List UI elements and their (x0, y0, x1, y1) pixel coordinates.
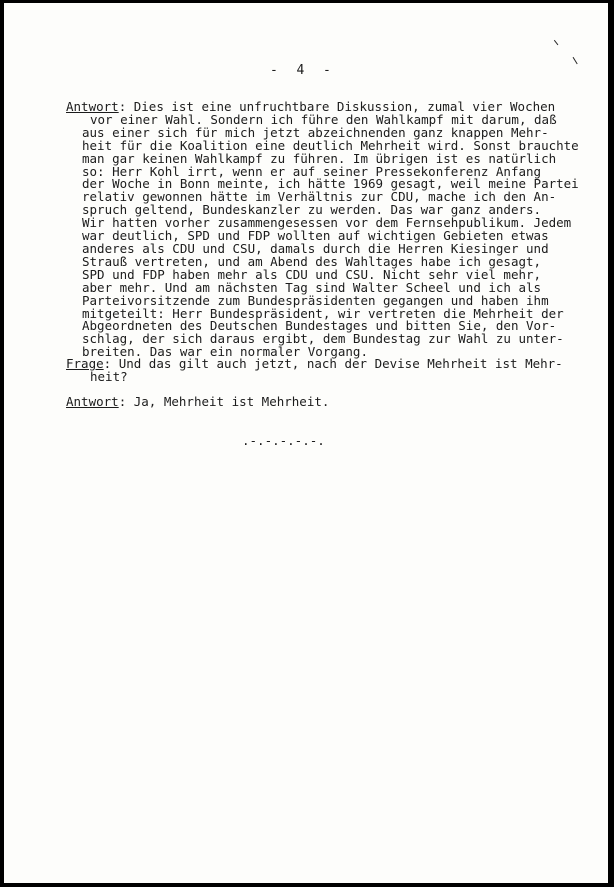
text-line: Strauß vertreten, und am Abend des Wahltages habe ich gesagt, (82, 253, 542, 269)
text-line: vor einer Wahl. Sondern ich führe den Wahlkampf mit darum, daß (90, 111, 557, 127)
text-line: mitgeteilt: Herr Bundespräsident, wir vertreten die Mehrheit der (82, 305, 564, 321)
text-line: relativ gewonnen hätte im Verhältnis zur CDU, mache ich den An- (82, 189, 557, 205)
text-line: heit? (90, 368, 128, 384)
scan-artifact (572, 57, 577, 64)
page-number: - 4 - (270, 63, 332, 78)
text-line: man gar keinen Wahlkampf zu führen. Im übrigen ist es natürlich (82, 150, 557, 166)
text-line: heit für die Koalition eine deutlich Mehrheit wird. Sonst brauchte (82, 137, 579, 153)
text-line: Abgeordneten des Deutschen Bundestages und bitten Sie, den Vor- (82, 318, 557, 334)
text-line: : Dies ist eine unfruchtbare Diskussion, zumal vier Wochen (118, 99, 556, 114)
answer-paragraph-2 (66, 396, 329, 409)
text-line: breiten. Das war ein normaler Vorgang. (82, 344, 368, 360)
text-line: Wir hatten vorher zusammengesessen vor dem Fernsehpublikum. Jedem (82, 215, 572, 231)
speaker-label: Antwort (66, 99, 119, 114)
speaker-label: Frage (66, 356, 104, 371)
text-line: SPD und FDP haben mehr als CDU und CSU. Nicht sehr viel mehr, (82, 266, 542, 282)
text-line: aus einer sich für mich jetzt abzeichnenden ganz knappen Mehr- (82, 124, 549, 140)
text-line: der Woche in Bonn meinte, ich hätte 1969 gesagt, weil meine Partei (82, 176, 579, 192)
text-line: : Und das gilt auch jetzt, nach der Devise Mehrheit ist Mehr- (103, 356, 563, 371)
text-line: spruch geltend, Bundeskanzler zu werden. Das war ganz anders. (82, 202, 542, 218)
text-line: anderes als CDU und CSU, damals durch die Herren Kiesinger und (82, 240, 549, 256)
answer-paragraph-1 (66, 101, 579, 359)
text-line: so: Herr Kohl irrt, wenn er auf seiner Pressekonferenz Anfang (82, 163, 542, 179)
scan-artifact (554, 40, 559, 46)
question-paragraph (66, 358, 563, 384)
text-line: : Ja, Mehrheit ist Mehrheit. (118, 394, 330, 409)
text-line: schlag, der sich daraus ergibt, dem Bundestag zur Wahl zu unter- (82, 331, 564, 347)
text-line: Parteivorsitzende zum Bundespräsidenten gegangen und haben ihm (82, 292, 549, 308)
text-line: aber mehr. Und am nächsten Tag sind Walter Scheel und ich als (82, 279, 542, 295)
text-line: war deutlich, SPD und FDP wollten auf wichtigen Gebieten etwas (82, 228, 549, 244)
document-page (4, 3, 608, 883)
end-separator: .-.-.-.-.-. (242, 433, 325, 448)
speaker-label: Antwort (66, 394, 119, 409)
